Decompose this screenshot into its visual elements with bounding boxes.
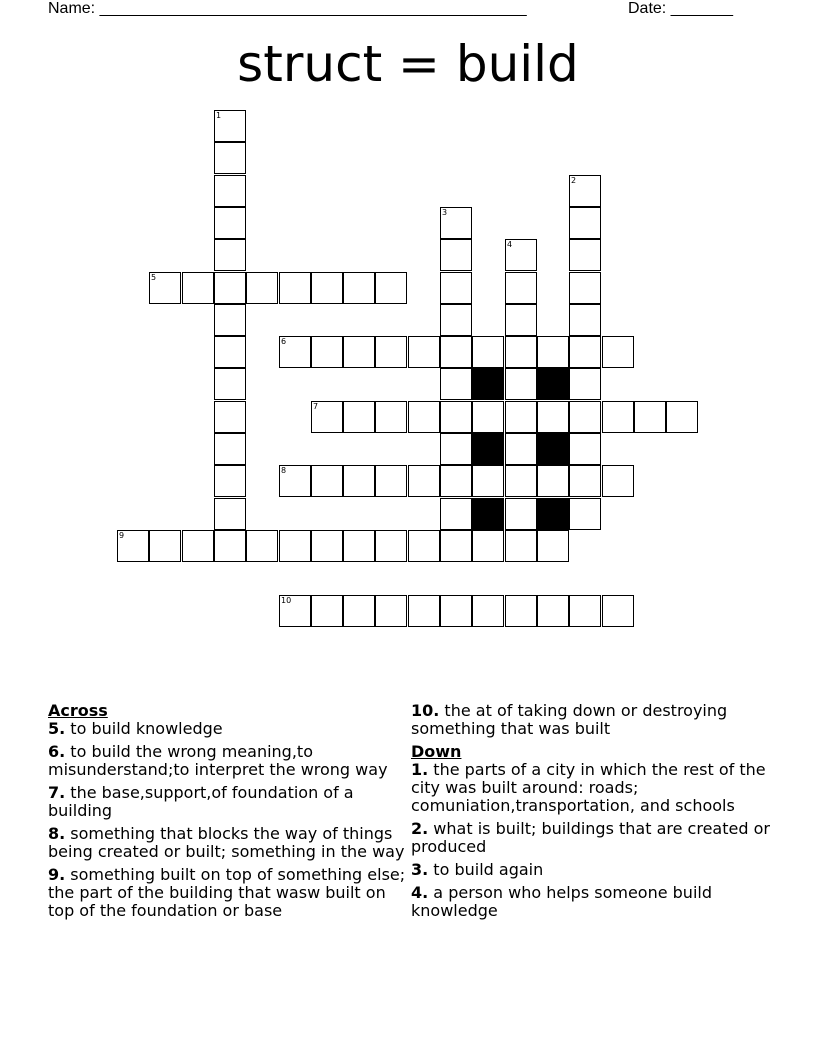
- down-heading: Down: [411, 742, 462, 761]
- clue-number-label: 7: [313, 402, 319, 411]
- grid-cell[interactable]: [311, 272, 343, 304]
- clue-number-label: 1: [216, 111, 222, 120]
- grid-cell[interactable]: [214, 433, 246, 465]
- grid-cell[interactable]: [472, 336, 504, 368]
- grid-cell[interactable]: [569, 175, 601, 207]
- clues-column-left: [48, 702, 410, 925]
- grid-cell[interactable]: [375, 272, 407, 304]
- across-clue-9: [48, 866, 410, 920]
- grid-cell[interactable]: [569, 368, 601, 400]
- grid-cell[interactable]: [214, 239, 246, 271]
- grid-cell[interactable]: [343, 465, 375, 497]
- across-clue-8: [48, 825, 410, 861]
- grid-cell[interactable]: [440, 433, 472, 465]
- clue-text: a person who helps someone build knowledge: [411, 883, 712, 920]
- grid-cell[interactable]: [214, 272, 246, 304]
- date-line: _______: [670, 0, 733, 17]
- grid-cell[interactable]: [311, 401, 343, 433]
- clue-number-label: 8: [281, 466, 287, 475]
- clue-number: 7.: [48, 783, 66, 802]
- grid-cell[interactable]: [505, 239, 537, 271]
- clue-number: 8.: [48, 824, 66, 843]
- grid-cell[interactable]: [537, 530, 569, 562]
- grid-cell[interactable]: [602, 336, 634, 368]
- clue-number: 6.: [48, 742, 66, 761]
- grid-cell[interactable]: [440, 336, 472, 368]
- grid-cell[interactable]: [602, 595, 634, 627]
- grid-cell[interactable]: [634, 401, 666, 433]
- grid-cell[interactable]: [246, 272, 278, 304]
- grid-cell[interactable]: [214, 304, 246, 336]
- clue-number: 10.: [411, 701, 440, 720]
- grid-cell[interactable]: [408, 336, 440, 368]
- grid-cell[interactable]: [214, 175, 246, 207]
- grid-cell[interactable]: [440, 498, 472, 530]
- grid-cell[interactable]: [440, 272, 472, 304]
- grid-cell[interactable]: [537, 336, 569, 368]
- grid-cell[interactable]: [440, 465, 472, 497]
- grid-cell[interactable]: [214, 465, 246, 497]
- grid-cell[interactable]: [505, 595, 537, 627]
- grid-cell[interactable]: [505, 304, 537, 336]
- grid-cell[interactable]: [343, 401, 375, 433]
- name-label: Name:: [48, 0, 96, 17]
- grid-cell[interactable]: [505, 433, 537, 465]
- across-clue-10: [411, 702, 771, 738]
- grid-cell[interactable]: [214, 368, 246, 400]
- clue-text: to build knowledge: [65, 719, 223, 738]
- shaded-cell: [472, 433, 504, 465]
- grid-cell[interactable]: [602, 465, 634, 497]
- grid-cell[interactable]: [343, 336, 375, 368]
- grid-cell[interactable]: [569, 401, 601, 433]
- grid-cell[interactable]: [602, 401, 634, 433]
- clue-number-label: 9: [119, 531, 125, 540]
- grid-cell[interactable]: [537, 595, 569, 627]
- shaded-cell: [472, 498, 504, 530]
- clue-text: something that blocks the way of things being created or built; something in the way: [48, 824, 405, 861]
- grid-cell[interactable]: [214, 498, 246, 530]
- date-label: Date:: [628, 0, 667, 17]
- grid-cell[interactable]: [505, 498, 537, 530]
- grid-cell[interactable]: [279, 465, 311, 497]
- puzzle-title: struct = build: [237, 35, 579, 93]
- grid-cell[interactable]: [279, 272, 311, 304]
- grid-cell[interactable]: [214, 207, 246, 239]
- grid-cell[interactable]: [408, 530, 440, 562]
- grid-cell[interactable]: [311, 595, 343, 627]
- down-clue-1: [411, 761, 771, 815]
- grid-cell[interactable]: [375, 401, 407, 433]
- grid-cell[interactable]: [569, 304, 601, 336]
- clue-number: 9.: [48, 865, 66, 884]
- across-clue-5: [48, 720, 410, 738]
- grid-cell[interactable]: [343, 272, 375, 304]
- grid-cell[interactable]: [505, 530, 537, 562]
- clue-number-label: 4: [507, 240, 513, 249]
- grid-cell[interactable]: [472, 401, 504, 433]
- grid-cell[interactable]: [375, 595, 407, 627]
- grid-cell[interactable]: [182, 272, 214, 304]
- clue-number-label: 6: [281, 337, 287, 346]
- across-clue-6: [48, 743, 410, 779]
- shaded-cell: [537, 368, 569, 400]
- grid-cell[interactable]: [537, 401, 569, 433]
- shaded-cell: [472, 368, 504, 400]
- grid-cell[interactable]: [505, 336, 537, 368]
- grid-cell[interactable]: [569, 498, 601, 530]
- grid-cell[interactable]: [279, 336, 311, 368]
- grid-cell[interactable]: [214, 530, 246, 562]
- grid-cell[interactable]: [569, 207, 601, 239]
- grid-cell[interactable]: [117, 530, 149, 562]
- grid-cell[interactable]: [505, 272, 537, 304]
- grid-cell[interactable]: [214, 336, 246, 368]
- grid-cell[interactable]: [569, 465, 601, 497]
- clue-text: to build the wrong meaning,to misunderstand;to interpret the wrong way: [48, 742, 388, 779]
- grid-cell[interactable]: [666, 401, 698, 433]
- grid-cell[interactable]: [214, 401, 246, 433]
- grid-cell[interactable]: [214, 142, 246, 174]
- grid-cell[interactable]: [505, 368, 537, 400]
- grid-cell[interactable]: [569, 272, 601, 304]
- grid-cell[interactable]: [408, 401, 440, 433]
- grid-cell[interactable]: [375, 530, 407, 562]
- grid-cell[interactable]: [440, 368, 472, 400]
- grid-cell[interactable]: [440, 401, 472, 433]
- grid-cell[interactable]: [505, 465, 537, 497]
- grid-cell[interactable]: [569, 433, 601, 465]
- down-clue-2: [411, 820, 771, 856]
- across-clue-7: [48, 784, 410, 820]
- clue-number: 4.: [411, 883, 429, 902]
- grid-cell[interactable]: [149, 530, 181, 562]
- grid-cell[interactable]: [343, 530, 375, 562]
- grid-cell[interactable]: [569, 595, 601, 627]
- grid-cell[interactable]: [311, 530, 343, 562]
- grid-cell[interactable]: [214, 110, 246, 142]
- clue-number-label: 2: [571, 176, 577, 185]
- grid-cell[interactable]: [149, 272, 181, 304]
- name-line: ________________________________________________: [99, 0, 527, 17]
- grid-cell[interactable]: [440, 207, 472, 239]
- clue-text: something built on top of something else; the part of the building that wasw built on top of the foundation or base: [48, 865, 406, 920]
- clue-number: 2.: [411, 819, 429, 838]
- grid-cell[interactable]: [440, 304, 472, 336]
- shaded-cell: [537, 498, 569, 530]
- grid-cell[interactable]: [569, 336, 601, 368]
- grid-cell[interactable]: [440, 239, 472, 271]
- clue-number-label: 3: [442, 208, 448, 217]
- grid-cell[interactable]: [408, 465, 440, 497]
- grid-cell[interactable]: [311, 336, 343, 368]
- grid-cell[interactable]: [343, 595, 375, 627]
- grid-cell[interactable]: [505, 401, 537, 433]
- clue-text: to build again: [428, 860, 544, 879]
- clue-number-label: 10: [281, 596, 292, 605]
- grid-cell[interactable]: [182, 530, 214, 562]
- shaded-cell: [537, 433, 569, 465]
- grid-cell[interactable]: [246, 530, 278, 562]
- grid-cell[interactable]: [537, 465, 569, 497]
- grid-cell[interactable]: [375, 336, 407, 368]
- down-clue-3: [411, 861, 771, 879]
- grid-cell[interactable]: [440, 530, 472, 562]
- clue-number: 5.: [48, 719, 66, 738]
- clue-number: 1.: [411, 760, 429, 779]
- grid-cell[interactable]: [569, 239, 601, 271]
- grid-cell[interactable]: [472, 595, 504, 627]
- grid-cell[interactable]: [440, 595, 472, 627]
- clues-column-right: [411, 702, 771, 925]
- grid-cell[interactable]: [311, 465, 343, 497]
- grid-cell[interactable]: [375, 465, 407, 497]
- clue-text: the base,support,of foundation of a building: [48, 783, 354, 820]
- grid-cell[interactable]: [408, 595, 440, 627]
- grid-cell[interactable]: [472, 530, 504, 562]
- clue-text: the parts of a city in which the rest of the city was built around: roads; comuniation,transportation, and schools: [411, 760, 766, 815]
- down-clue-4: [411, 884, 771, 920]
- grid-cell[interactable]: [472, 465, 504, 497]
- clue-text: the at of taking down or destroying something that was built: [411, 701, 728, 738]
- clue-number-label: 5: [151, 273, 157, 282]
- across-heading: Across: [48, 701, 108, 720]
- clue-text: what is built; buildings that are created or produced: [411, 819, 770, 856]
- clue-number: 3.: [411, 860, 429, 879]
- grid-cell[interactable]: [279, 530, 311, 562]
- grid-cell[interactable]: [279, 595, 311, 627]
